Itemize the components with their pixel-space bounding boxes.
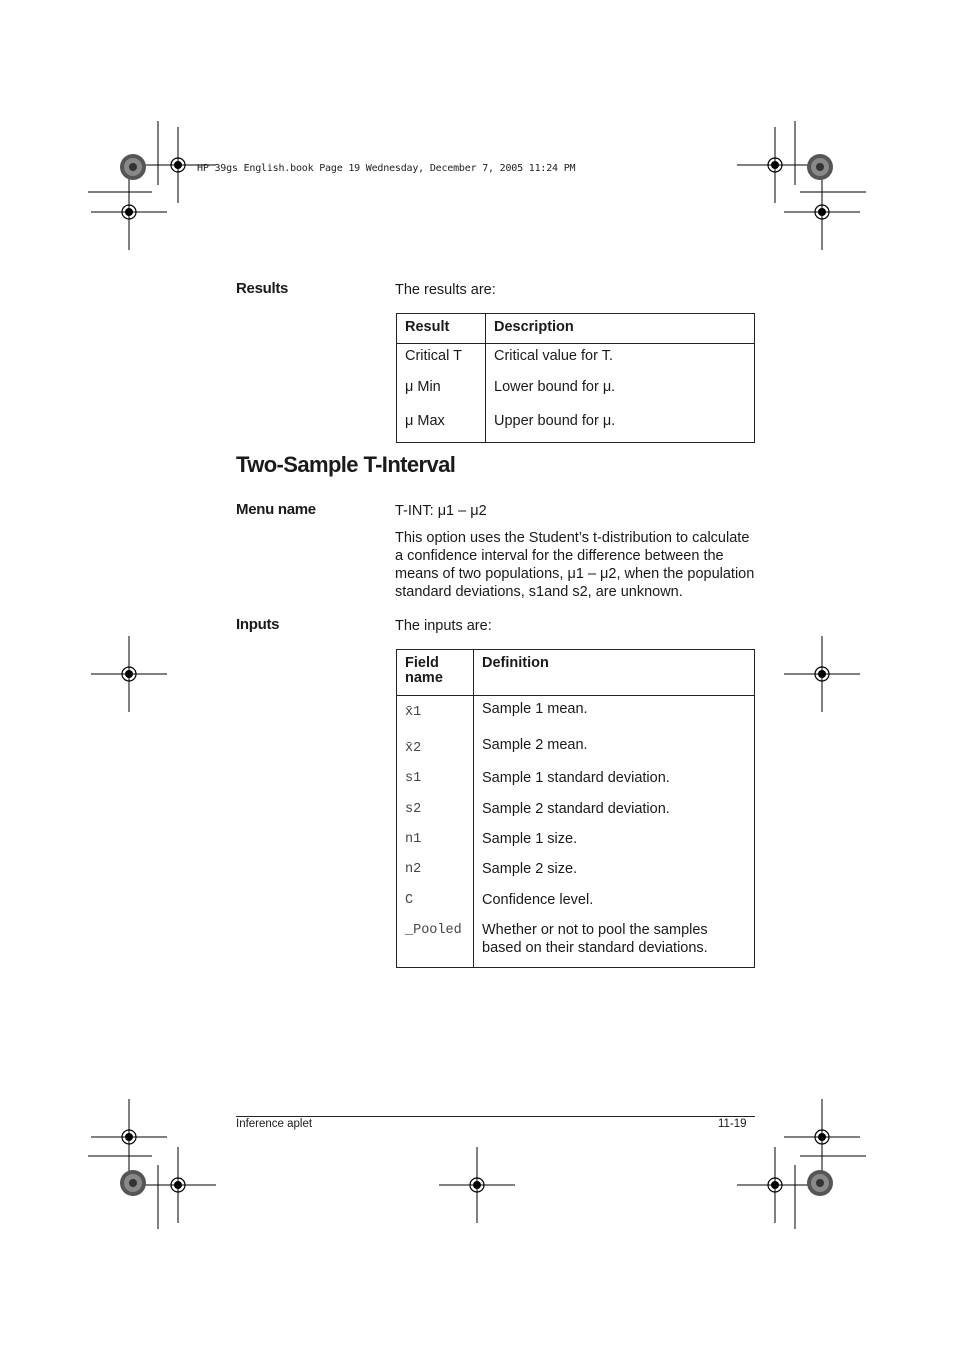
results-col-result: Result: [397, 314, 486, 344]
table-row: s2 Sample 2 standard deviation.: [397, 797, 755, 828]
table-row: x̄1 Sample 1 mean.: [397, 696, 755, 732]
table-row: n1 Sample 1 size.: [397, 828, 755, 858]
table-row: n2 Sample 2 size.: [397, 858, 755, 889]
menu-name-value: T-INT: μ1 – μ2: [395, 503, 487, 519]
menu-description: This option uses the Student’s t-distribution to calculate a confidence interval for the difference between the means of two populations, μ1 – μ2, when the population standard deviations, s1and s2, are unknown.: [395, 530, 755, 600]
table-row: Critical T Critical value for T.: [397, 344, 755, 376]
table-row: μ Min Lower bound for μ.: [397, 375, 755, 410]
table-row: s1 Sample 1 standard deviation.: [397, 766, 755, 797]
footer-rule: [236, 1116, 755, 1117]
results-heading: Results: [236, 280, 289, 297]
table-row: μ Max Upper bound for μ.: [397, 410, 755, 443]
inputs-intro: The inputs are:: [395, 618, 492, 634]
footer-chapter: Inference aplet: [236, 1118, 313, 1130]
table-row: _Pooled Whether or not to pool the samples based on their standard deviations.: [397, 919, 755, 968]
table-row: x̄2 Sample 2 mean.: [397, 731, 755, 766]
results-intro: The results are:: [395, 282, 496, 298]
results-table: [396, 313, 755, 443]
inputs-heading: Inputs: [236, 616, 280, 633]
inputs-col-field-name: Field name: [397, 650, 474, 696]
menu-name-heading: Menu name: [236, 501, 316, 518]
results-col-description: Description: [486, 314, 755, 344]
inputs-table: [396, 649, 755, 968]
print-header: HP 39gs English.book Page 19 Wednesday, December 7, 2005 11:24 PM: [197, 163, 576, 174]
footer-page-number: 11-19: [718, 1118, 747, 1130]
table-row: C Confidence level.: [397, 889, 755, 919]
inputs-col-definition: Definition: [474, 650, 755, 696]
section-title: Two-Sample T-Interval: [236, 452, 456, 477]
